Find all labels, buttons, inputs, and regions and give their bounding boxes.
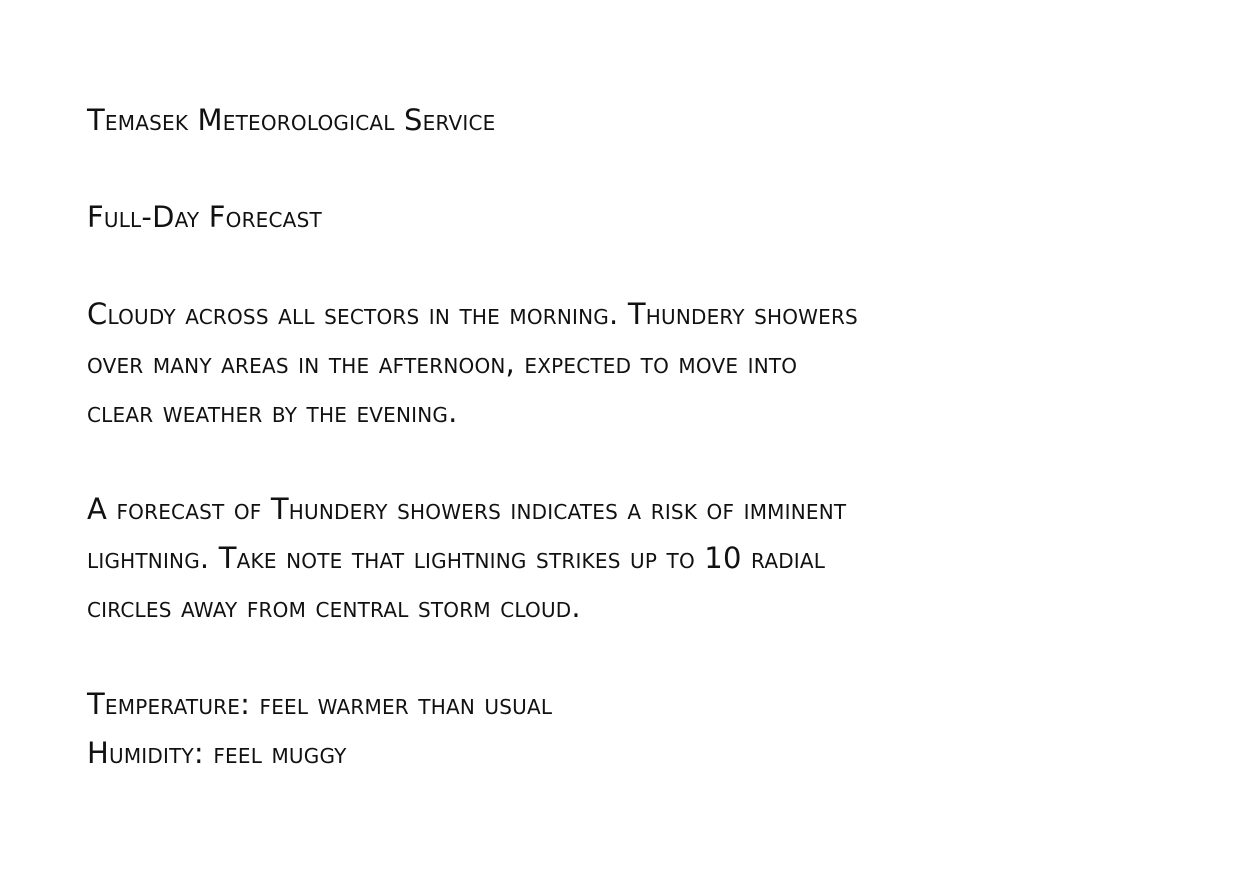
forecast-title: Full-Day Forecast [87,200,322,234]
summary-line: over many areas in the afternoon, expected to move into [87,346,798,380]
forecast-document [87,96,1167,778]
conditions [87,680,1167,778]
temperature-condition: Temperature: feel warmer than usual [87,687,553,721]
lightning-advisory [87,485,1167,632]
advisory-line: lightning. Take note that lightning strikes up to 10 radial [87,541,826,575]
forecast-summary [87,290,1167,437]
summary-line: clear weather by the evening. [87,395,458,429]
humidity-condition: Humidity: feel muggy [87,736,347,770]
advisory-line: A forecast of Thundery showers indicates a risk of imminent [87,492,847,526]
advisory-line: circles away from central storm cloud. [87,590,581,624]
summary-line: Cloudy across all sectors in the morning. Thundery showers [87,297,858,331]
organization-name: Temasek Meteorological Service [87,103,496,137]
